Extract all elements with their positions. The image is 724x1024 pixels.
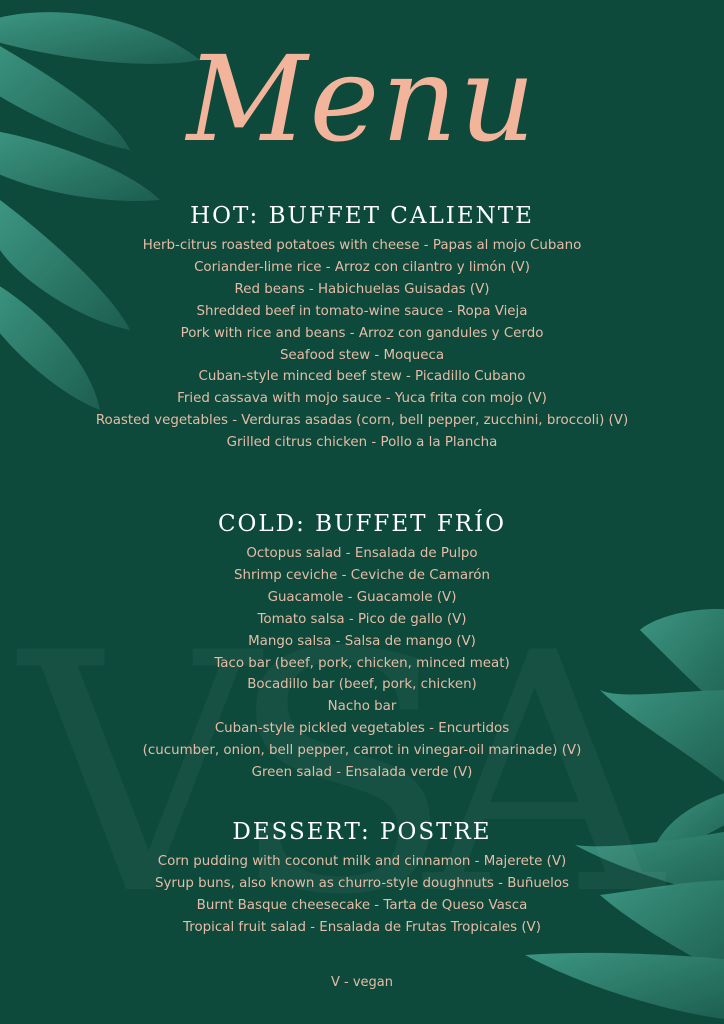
menu-title: Menu (186, 30, 538, 168)
menu-item: Fried cassava with mojo sauce - Yuca frita con mojo (V) (177, 391, 547, 407)
menu-item: Bocadillo bar (beef, pork, chicken) (247, 677, 477, 693)
menu-list-hot (0, 235, 724, 454)
menu-item: Pork with rice and beans - Arroz con gandules y Cerdo (180, 325, 544, 341)
menu-item: Red beans - Habichuelas Guisadas (V) (234, 281, 490, 297)
section-dessert (0, 817, 724, 939)
menu-list-cold (0, 543, 724, 784)
menu-item: Syrup buns, also known as churro-style doughnuts - Buñuelos (155, 875, 569, 891)
menu-item: Shredded beef in tomato-wine sauce - Ropa Vieja (196, 303, 528, 319)
section-hot-buffet (0, 201, 724, 454)
menu-item: (cucumber, onion, bell pepper, carrot in vinegar-oil marinade) (V) (142, 743, 582, 759)
menu-list-dessert (0, 851, 724, 939)
vegan-footnote: V - vegan (331, 975, 393, 990)
menu-item: Taco bar (beef, pork, chicken, minced meat) (214, 655, 510, 671)
menu-item: Guacamole - Guacamole (V) (267, 589, 457, 605)
menu-item: Coriander-lime rice - Arroz con cilantro y limón (V) (194, 259, 530, 275)
menu-item: Nacho bar (327, 699, 397, 715)
section-heading-cold: COLD: BUFFET FRÍO (217, 511, 507, 537)
section-heading-dessert: DESSERT: POSTRE (232, 819, 492, 845)
menu-item: Mango salsa - Salsa de mango (V) (248, 633, 476, 649)
menu-item: Octopus salad - Ensalada de Pulpo (246, 546, 478, 561)
menu-item: Grilled citrus chicken - Pollo a la Plancha (226, 435, 498, 451)
menu-item: Burnt Basque cheesecake - Tarta de Queso Vasca (196, 897, 528, 913)
menu-item: Tropical fruit salad - Ensalada de Frutas Tropicales (V) (183, 919, 541, 935)
menu-item: Corn pudding with coconut milk and cinnamon - Majerete (V) (157, 854, 567, 869)
menu-item: Cuban-style pickled vegetables - Encurtidos (214, 721, 510, 737)
section-cold-buffet (0, 509, 724, 784)
menu-item: Green salad - Ensalada verde (V) (251, 765, 473, 781)
section-heading-hot: HOT: BUFFET CALIENTE (190, 203, 534, 229)
menu-item: Herb-citrus roasted potatoes with cheese - Papas al mojo Cubano (142, 238, 582, 253)
menu-item: Cuban-style minced beef stew - Picadillo Cubano (198, 369, 526, 385)
menu-item: Seafood stew - Moqueca (279, 347, 445, 363)
menu-item: Roasted vegetables - Verduras asadas (corn, bell pepper, zucchini, broccoli) (V) (95, 413, 629, 429)
menu-item: Tomato salsa - Pico de gallo (V) (257, 611, 467, 627)
menu-item: Shrimp ceviche - Ceviche de Camarón (234, 567, 490, 583)
